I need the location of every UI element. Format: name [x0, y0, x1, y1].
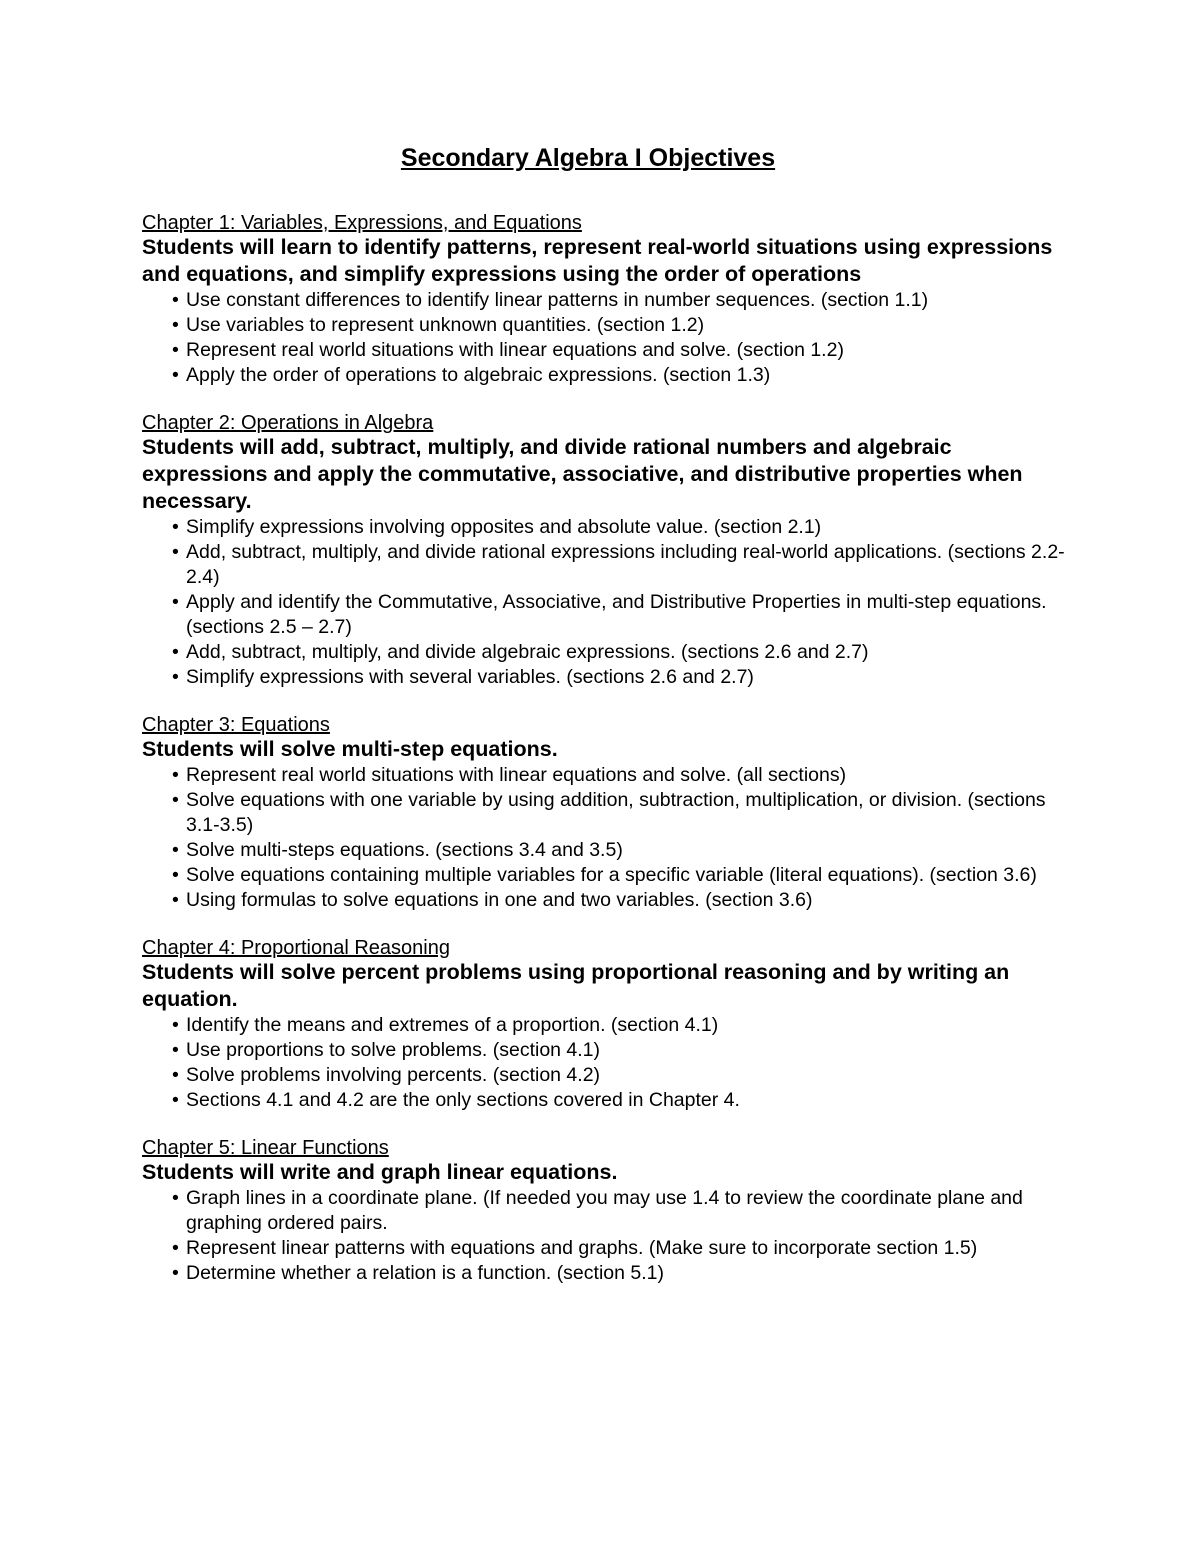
objective-text: Solve equations with one variable by using addition, subtraction, multiplication, or division. (sections 3.1-3.5): [186, 789, 1046, 836]
objective-item: [172, 1236, 1082, 1261]
objective-item: [172, 338, 1082, 363]
bullet-icon: •: [172, 364, 179, 386]
objective-item: [172, 363, 1082, 388]
objective-text: Add, subtract, multiply, and divide rational expressions including real-world applications. (sections 2.2-2.4): [186, 541, 1065, 588]
document-page: [142, 140, 1082, 1310]
objective-text: Solve multi-steps equations. (sections 3.4 and 3.5): [186, 839, 623, 861]
bullet-icon: •: [172, 641, 179, 663]
bullet-icon: •: [172, 1014, 179, 1036]
objective-text: Using formulas to solve equations in one and two variables. (section 3.6): [186, 889, 813, 911]
objective-item: [172, 288, 1082, 313]
objective-list: [142, 763, 1082, 913]
objective-text: Apply the order of operations to algebraic expressions. (section 1.3): [186, 364, 771, 386]
bullet-icon: •: [172, 839, 179, 861]
objective-item: [172, 313, 1082, 338]
objective-list: [142, 288, 1082, 388]
objective-item: [172, 1088, 1082, 1113]
chapter-section: [142, 212, 1082, 388]
page-title: Secondary Algebra I Objectives: [400, 144, 776, 172]
chapter-heading: Chapter 1: Variables, Expressions, and Equations: [142, 212, 582, 234]
bullet-icon: •: [172, 339, 179, 361]
objective-text: Simplify expressions involving opposites and absolute value. (section 2.1): [186, 516, 822, 538]
objective-item: [172, 1038, 1082, 1063]
chapter-section: [142, 412, 1082, 690]
objective-list: [142, 515, 1082, 690]
objective-item: [172, 1261, 1082, 1286]
objective-list: [142, 1013, 1082, 1113]
objective-text: Identify the means and extremes of a proportion. (section 4.1): [186, 1014, 719, 1036]
objective-item: [172, 863, 1082, 888]
bullet-icon: •: [172, 1187, 179, 1209]
objective-text: Sections 4.1 and 4.2 are the only sections covered in Chapter 4.: [186, 1089, 740, 1111]
objective-item: [172, 763, 1082, 788]
chapter-section: [142, 1137, 1082, 1286]
chapter-goal: Students will write and graph linear equations.: [142, 1160, 618, 1184]
chapter-section: [142, 937, 1082, 1113]
bullet-icon: •: [172, 541, 179, 563]
bullet-icon: •: [172, 864, 179, 886]
objective-item: [172, 1013, 1082, 1038]
objective-text: Add, subtract, multiply, and divide algebraic expressions. (sections 2.6 and 2.7): [186, 641, 869, 663]
bullet-icon: •: [172, 1039, 179, 1061]
objective-list: [142, 1186, 1082, 1286]
objective-text: Use proportions to solve problems. (section 4.1): [186, 1039, 601, 1061]
chapter-heading: Chapter 2: Operations in Algebra: [142, 412, 434, 434]
objective-item: [172, 1186, 1082, 1236]
bullet-icon: •: [172, 1064, 179, 1086]
bullet-icon: •: [172, 289, 179, 311]
objective-item: [172, 788, 1082, 838]
objective-item: [172, 888, 1082, 913]
bullet-icon: •: [172, 1262, 179, 1284]
objective-item: [172, 838, 1082, 863]
objective-text: Apply and identify the Commutative, Associative, and Distributive Properties in multi-step equations. (sections 2.5 – 2.7): [186, 591, 1047, 638]
objective-item: [172, 1063, 1082, 1088]
chapter-goal: Students will solve percent problems using proportional reasoning and by writing an equation.: [142, 960, 1010, 1011]
objective-text: Solve problems involving percents. (section 4.2): [186, 1064, 601, 1086]
bullet-icon: •: [172, 666, 179, 688]
bullet-icon: •: [172, 591, 179, 613]
objective-item: [172, 515, 1082, 540]
objective-item: [172, 540, 1082, 590]
chapter-list: [142, 212, 1082, 1286]
objective-text: Represent real world situations with linear equations and solve. (section 1.2): [186, 339, 844, 361]
chapter-section: [142, 714, 1082, 913]
objective-text: Use variables to represent unknown quantities. (section 1.2): [186, 314, 705, 336]
chapter-heading: Chapter 3: Equations: [142, 714, 330, 736]
objective-item: [172, 665, 1082, 690]
bullet-icon: •: [172, 314, 179, 336]
objective-text: Determine whether a relation is a function. (section 5.1): [186, 1262, 664, 1284]
bullet-icon: •: [172, 789, 179, 811]
objective-item: [172, 590, 1082, 640]
bullet-icon: •: [172, 516, 179, 538]
objective-item: [172, 640, 1082, 665]
chapter-heading: Chapter 4: Proportional Reasoning: [142, 937, 450, 959]
bullet-icon: •: [172, 764, 179, 786]
objective-text: Use constant differences to identify linear patterns in number sequences. (section 1.1): [186, 289, 929, 311]
objective-text: Represent linear patterns with equations and graphs. (Make sure to incorporate section 1.5): [186, 1237, 978, 1259]
objective-text: Solve equations containing multiple variables for a specific variable (literal equations). (section 3.6): [186, 864, 1037, 886]
bullet-icon: •: [172, 889, 179, 911]
chapter-goal: Students will solve multi-step equations.: [142, 737, 558, 761]
objective-text: Graph lines in a coordinate plane. (If needed you may use 1.4 to review the coordinate plane and graphing ordered pairs.: [186, 1187, 1023, 1234]
chapter-heading: Chapter 5: Linear Functions: [142, 1137, 389, 1159]
chapter-goal: Students will add, subtract, multiply, and divide rational numbers and algebraic expressions and apply the commutative, associative, and distributive properties when necessary.: [142, 435, 1023, 513]
bullet-icon: •: [172, 1237, 179, 1259]
objective-text: Simplify expressions with several variables. (sections 2.6 and 2.7): [186, 666, 754, 688]
chapter-goal: Students will learn to identify patterns, represent real-world situations using expressions and equations, and simplify expressions using the order of operations: [142, 235, 1053, 286]
objective-text: Represent real world situations with linear equations and solve. (all sections): [186, 764, 847, 786]
bullet-icon: •: [172, 1089, 179, 1111]
